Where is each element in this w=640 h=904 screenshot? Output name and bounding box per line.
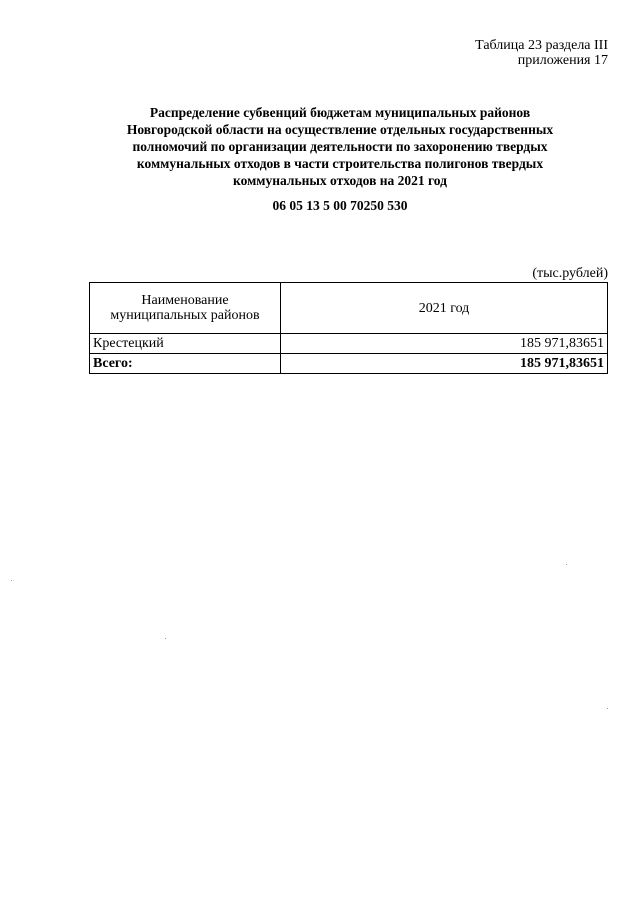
document-title bbox=[90, 104, 590, 189]
total-label-cell: Всего: bbox=[90, 354, 281, 374]
amount-cell: 185 971,83651 bbox=[281, 334, 608, 354]
budget-classification-code: 06 05 13 5 00 70250 530 bbox=[272, 198, 408, 213]
district-name-cell: Крестецкий bbox=[90, 334, 281, 354]
table-row bbox=[90, 334, 608, 354]
total-amount-cell: 185 971,83651 bbox=[281, 354, 608, 374]
title-line: Новгородской области на осуществление отдельных государственных bbox=[126, 122, 554, 137]
table-header-row bbox=[90, 283, 608, 334]
units-label: (тыс.рублей) bbox=[532, 266, 608, 281]
scan-speck bbox=[607, 708, 608, 709]
column-header-year: 2021 год bbox=[281, 283, 608, 334]
scan-speck bbox=[566, 564, 567, 565]
table-reference-line2: приложения 17 bbox=[517, 53, 608, 68]
table-reference-line1: Таблица 23 раздела III bbox=[475, 38, 608, 53]
title-line: полномочий по организации деятельности по захоронению твердых bbox=[132, 139, 548, 154]
title-line: коммунальных отходов на 2021 год bbox=[232, 173, 447, 188]
column-header-district: Наименование муниципальных районов bbox=[90, 283, 281, 334]
scan-speck bbox=[11, 580, 12, 581]
distribution-table bbox=[89, 282, 608, 374]
table-total-row bbox=[90, 354, 608, 374]
scan-speck bbox=[165, 638, 166, 639]
table-reference bbox=[475, 38, 608, 68]
title-line: коммунальных отходов в части строительства полигонов твердых bbox=[136, 156, 544, 171]
title-line: Распределение субвенций бюджетам муниципальных районов bbox=[149, 105, 531, 120]
